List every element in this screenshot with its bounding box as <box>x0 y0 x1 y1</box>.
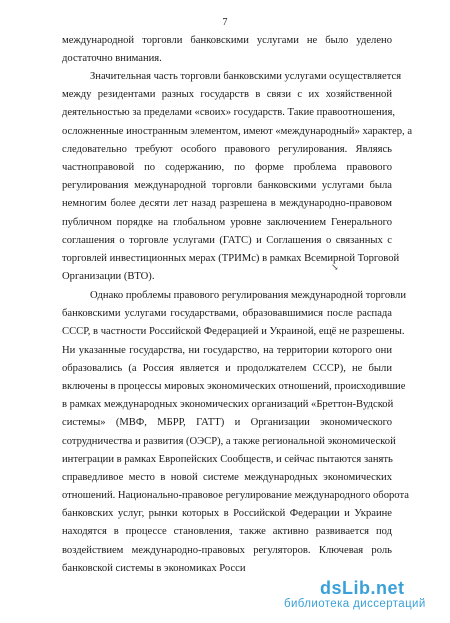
text-line: справедливое место в новой системе международных экономических <box>62 471 392 483</box>
text-line: следовательно требуют особого правового регулирования. Являясь <box>62 143 392 155</box>
text-line: Ни указанные государства, ни государство, на территории которого они <box>62 344 392 356</box>
text-line: торговлей инвестиционных мерах (ТРИМс) в рамках Всемирной Торговой <box>62 252 400 264</box>
text-line: достаточно внимания. <box>62 53 162 65</box>
text-line: включены в процессы мировых экономических отношений, происходившие <box>62 380 406 392</box>
watermark-subtitle: библиотека диссертаций <box>284 598 426 610</box>
text-line: Значительная часть торговли банковскими услугами осуществляется <box>90 71 402 82</box>
text-line: СССР, в частности Российской Федерацией и Украиной, ещё не разрешены. <box>62 326 405 338</box>
text-line: банковской системы в экономиках Росси <box>62 562 246 574</box>
text-line: отношений. Национально-правовое регулирование международного оборота <box>62 490 409 502</box>
paragraph-banking-trade <box>62 68 413 286</box>
text-line: сотрудничества и развития (ОЭСР), а также региональной экономической <box>62 435 396 447</box>
text-line: Организации (ВТО). <box>62 271 155 283</box>
text-line: частноправовой по содержанию, по форме проблема правового <box>62 161 392 173</box>
text-line: находятся в процессе становления, также активно развивается под <box>62 526 392 538</box>
scan-artifact-mark: ↘ <box>331 262 339 272</box>
text-line: воздействием международно-правовых регуляторов. Ключевая роль <box>62 544 392 556</box>
text-line: публичном порядке на глобальном уровне заключением Генерального <box>62 216 392 228</box>
text-line: регулирования международной торговли банковскими услугами была <box>62 180 392 192</box>
text-line: в рамках международных экономических организаций «Бреттон-Вудской <box>62 399 394 411</box>
text-line: деятельностью за пределами «своих» государств. Такие правоотношения, <box>62 107 395 119</box>
text-line: соглашения о торговле услугами (ГАТС) и Соглашения о связанных с <box>62 234 392 246</box>
text-line: банковскими услугами государствами, образовавшимися после распада <box>62 308 392 320</box>
text-line: образовались (а Россия является и продолжателем СССР), не были <box>62 362 392 374</box>
text-line: осложненные иностранным элементом, имеют «международный» характер, а <box>62 125 413 137</box>
text-line: немногим более десяти лет назад разрешена в международно-правовом <box>62 198 392 210</box>
page-number: 7 <box>222 17 228 28</box>
watermark-logo: dsLib.net <box>320 578 405 598</box>
paragraph-legal-problems <box>62 287 409 578</box>
text-line: международной торговли банковскими услугами не было уделено <box>62 35 392 46</box>
text-line: системы» (МВФ, МБРР, ГАТТ) и Организации экономического <box>62 417 392 429</box>
text-line: между резидентами разных государств в связи с их хозяйственной <box>62 89 392 101</box>
text-line: Однако проблемы правового регулирования международной торговли <box>90 290 406 301</box>
text-line: интеграции в рамках Европейских Сообществ, и сейчас пытаются занять <box>62 453 393 465</box>
text-line: банковских услуг, рынки которых в Российской Федерации и Украине <box>62 508 392 520</box>
paragraph-continuation <box>62 32 392 68</box>
